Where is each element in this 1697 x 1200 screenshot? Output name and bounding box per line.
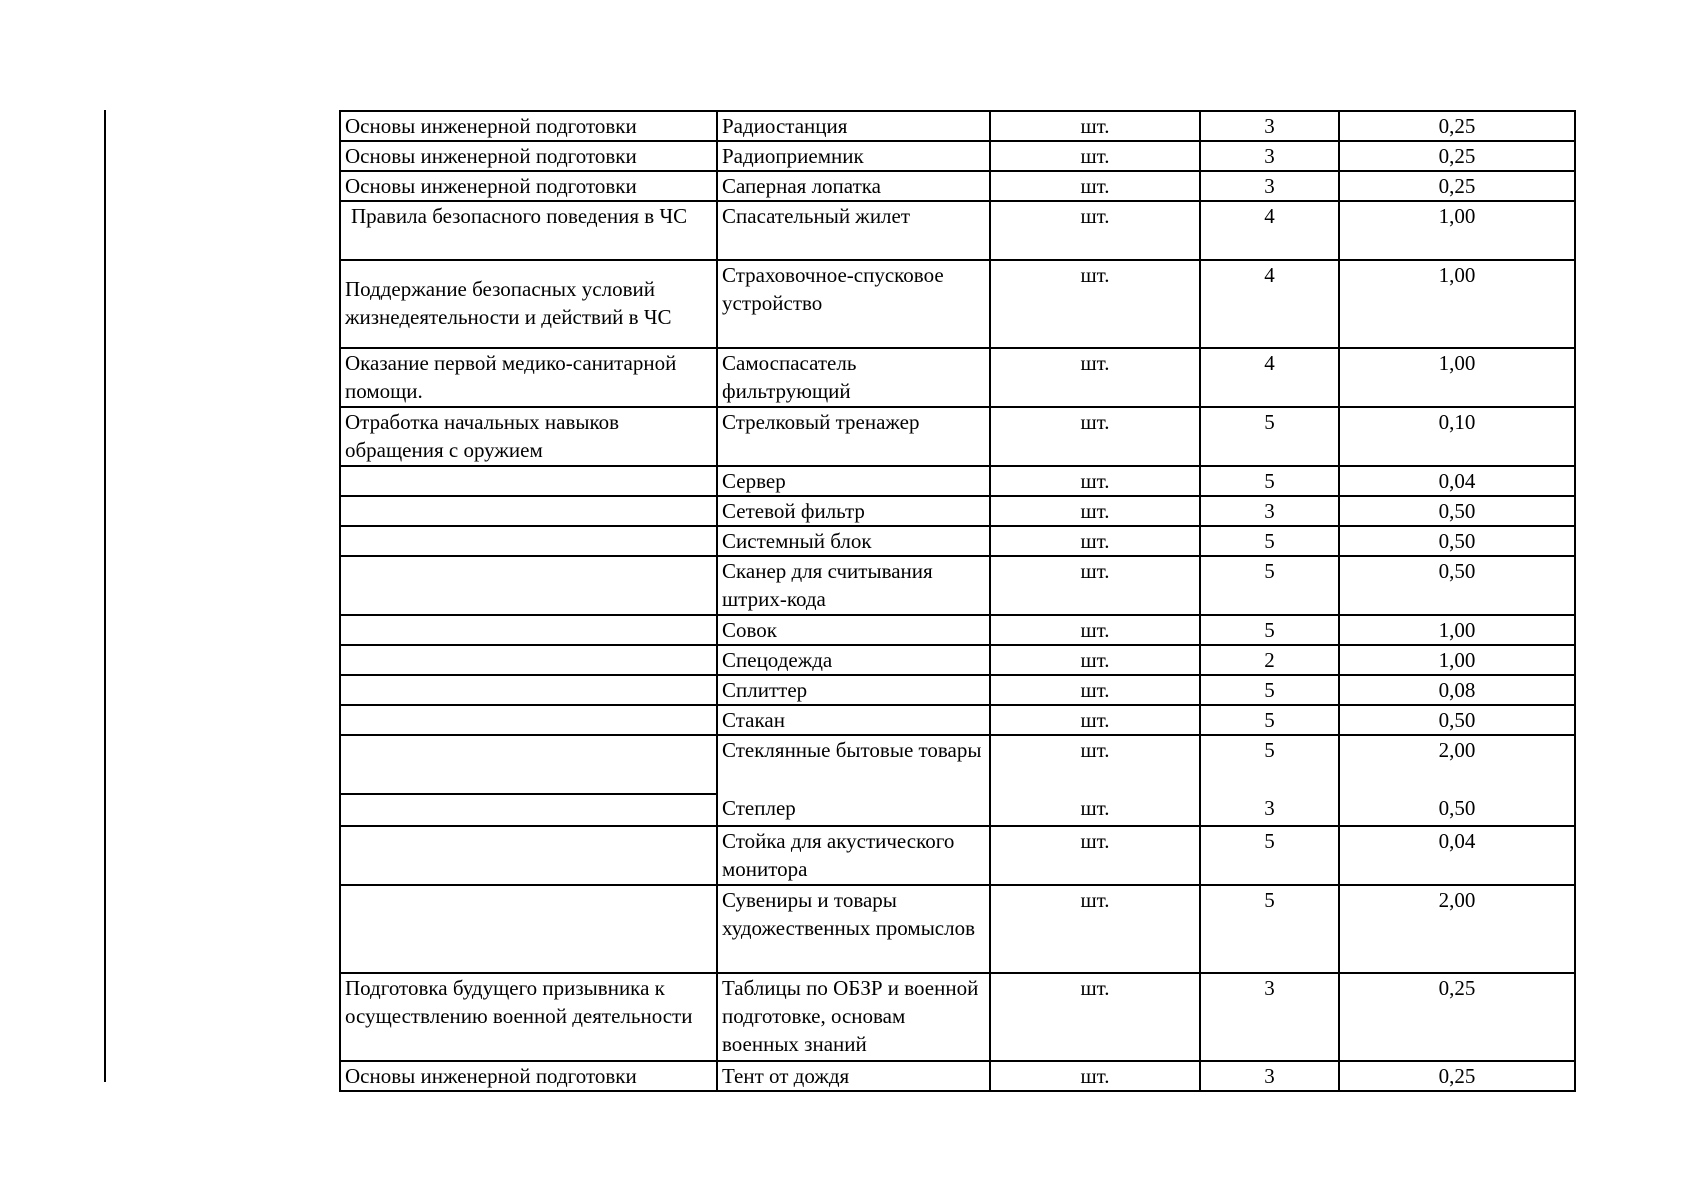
- coefficient-cell: 0,25: [1339, 111, 1575, 141]
- subject-cell: Правила безопасного поведения в ЧС: [340, 201, 717, 260]
- coefficient-cell: 0,50: [1339, 526, 1575, 556]
- quantity-cell: 3: [1200, 973, 1339, 1061]
- coefficient-cell: 1,00: [1339, 615, 1575, 645]
- table-row: [340, 973, 1575, 1061]
- subject-cell: Поддержание безопасных условий жизнедеятельности и действий в ЧС: [340, 260, 717, 348]
- item-name-cell: Системный блок: [717, 526, 990, 556]
- quantity-cell: 5: [1200, 705, 1339, 735]
- quantity-cell: 3: [1264, 796, 1275, 820]
- table-row: [340, 735, 1575, 826]
- subject-cell: [340, 675, 717, 705]
- coefficient-cell: 1,00: [1339, 645, 1575, 675]
- quantity-cell: 5: [1200, 675, 1339, 705]
- subject-cell: [340, 826, 717, 885]
- item-name-cell: Спасательный жилет: [717, 201, 990, 260]
- subject-cell: Основы инженерной подготовки: [340, 1061, 717, 1091]
- unit-cell: шт.: [990, 556, 1200, 615]
- subject-cell: [340, 496, 717, 526]
- coefficient-cell: 0,04: [1339, 826, 1575, 885]
- quantity-cell: 5: [1264, 738, 1275, 762]
- unit-cell: шт.: [990, 826, 1200, 885]
- item-name-cell: Сканер для считывания штрих-кода: [717, 556, 990, 615]
- coefficient-cell: 2,00: [1339, 885, 1575, 973]
- item-name-cell: Радиостанция: [717, 111, 990, 141]
- item-name-cell: Стойка для акустического монитора: [717, 826, 990, 885]
- coefficient-cell-stack: [1339, 735, 1575, 826]
- subject-cell: Оказание первой медико-санитарной помощи.: [340, 348, 717, 407]
- table-row: [340, 526, 1575, 556]
- coefficient-cell: 0,25: [1339, 171, 1575, 201]
- subject-cell: Основы инженерной подготовки: [340, 111, 717, 141]
- unit-cell: шт.: [1080, 738, 1110, 762]
- unit-cell-stack: [990, 735, 1200, 826]
- coefficient-cell: 0,10: [1339, 407, 1575, 466]
- coefficient-cell: 0,04: [1339, 466, 1575, 496]
- table-row: [340, 615, 1575, 645]
- unit-cell: шт.: [1080, 796, 1110, 820]
- item-name-cell: Самоспасатель фильтрующий: [717, 348, 990, 407]
- subject-cell: Основы инженерной подготовки: [340, 141, 717, 171]
- coefficient-cell: 0,25: [1339, 141, 1575, 171]
- unit-cell: шт.: [990, 348, 1200, 407]
- quantity-cell: 3: [1200, 111, 1339, 141]
- item-name-cell: Таблицы по ОБЗР и военной подготовке, основам военных знаний: [717, 973, 990, 1061]
- unit-cell: шт.: [990, 141, 1200, 171]
- coefficient-cell: 0,50: [1438, 796, 1476, 820]
- table-row: [340, 885, 1575, 973]
- quantity-cell: 4: [1200, 260, 1339, 348]
- quantity-cell: 5: [1200, 407, 1339, 466]
- quantity-cell: 3: [1200, 171, 1339, 201]
- coefficient-cell: 2,00: [1438, 738, 1476, 762]
- subject-cell: [340, 705, 717, 735]
- coefficient-cell: 0,50: [1339, 556, 1575, 615]
- quantity-cell: 4: [1200, 201, 1339, 260]
- subject-cell: [340, 885, 717, 973]
- table-row: [340, 141, 1575, 171]
- coefficient-cell: 0,50: [1339, 705, 1575, 735]
- table-row: [340, 171, 1575, 201]
- unit-cell: шт.: [990, 260, 1200, 348]
- unit-cell: шт.: [990, 675, 1200, 705]
- table-row: [340, 407, 1575, 466]
- item-name-cell: Сплиттер: [717, 675, 990, 705]
- subject-cell: Основы инженерной подготовки: [340, 171, 717, 201]
- table-row: [340, 675, 1575, 705]
- quantity-cell: 5: [1200, 615, 1339, 645]
- item-name-cell: Сувениры и товары художественных промыслов: [717, 885, 990, 973]
- item-name-cell: Сетевой фильтр: [717, 496, 990, 526]
- unit-cell: шт.: [990, 615, 1200, 645]
- unit-cell: шт.: [990, 645, 1200, 675]
- subject-cell: Отработка начальных навыков обращения с оружием: [340, 407, 717, 466]
- subject-cell: Подготовка будущего призывника к осуществлению военной деятельности: [340, 973, 717, 1061]
- subject-cell-stack: [340, 735, 717, 826]
- coefficient-cell: 0,08: [1339, 675, 1575, 705]
- item-name-cell: Стрелковый тренажер: [717, 407, 990, 466]
- quantity-cell: 5: [1200, 526, 1339, 556]
- table-row: [340, 1061, 1575, 1091]
- page-margin-line: [104, 110, 106, 1082]
- coefficient-cell: 1,00: [1339, 201, 1575, 260]
- quantity-cell: 3: [1200, 1061, 1339, 1091]
- item-name-cell: Саперная лопатка: [717, 171, 990, 201]
- table-row: [340, 705, 1575, 735]
- quantity-cell: 3: [1200, 496, 1339, 526]
- unit-cell: шт.: [990, 111, 1200, 141]
- subject-cell: [340, 466, 717, 496]
- item-name-cell: Стакан: [717, 705, 990, 735]
- quantity-cell: 4: [1200, 348, 1339, 407]
- coefficient-cell: 1,00: [1339, 260, 1575, 348]
- coefficient-cell: 0,50: [1339, 496, 1575, 526]
- coefficient-cell: 0,25: [1339, 1061, 1575, 1091]
- table-row: [340, 111, 1575, 141]
- quantity-cell: 5: [1200, 556, 1339, 615]
- quantity-cell-stack: [1200, 735, 1339, 826]
- quantity-cell: 2: [1200, 645, 1339, 675]
- unit-cell: шт.: [990, 171, 1200, 201]
- item-name-cell: Радиоприемник: [717, 141, 990, 171]
- item-name-cell: Стеклянные бытовые товары: [722, 738, 982, 762]
- unit-cell: шт.: [990, 201, 1200, 260]
- item-name-cell: Тент от дождя: [717, 1061, 990, 1091]
- table-row: [340, 466, 1575, 496]
- unit-cell: шт.: [990, 466, 1200, 496]
- table-row: [340, 645, 1575, 675]
- item-name-cell: Совок: [717, 615, 990, 645]
- subject-cell: [341, 795, 716, 825]
- equipment-table: [339, 110, 1576, 1092]
- subject-cell: [340, 556, 717, 615]
- table-row: [340, 201, 1575, 260]
- quantity-cell: 3: [1200, 141, 1339, 171]
- unit-cell: шт.: [990, 526, 1200, 556]
- quantity-cell: 5: [1200, 885, 1339, 973]
- table-row: [340, 826, 1575, 885]
- table-row: [340, 496, 1575, 526]
- table-row: [340, 348, 1575, 407]
- quantity-cell: 5: [1200, 826, 1339, 885]
- unit-cell: шт.: [990, 1061, 1200, 1091]
- item-name-cell: Степлер: [722, 796, 796, 820]
- subject-cell: [340, 615, 717, 645]
- unit-cell: шт.: [990, 407, 1200, 466]
- subject-cell: [341, 736, 716, 795]
- table-row: [340, 260, 1575, 348]
- table-row: [340, 556, 1575, 615]
- item-name-cell: Спецодежда: [717, 645, 990, 675]
- quantity-cell: 5: [1200, 466, 1339, 496]
- coefficient-cell: 0,25: [1339, 973, 1575, 1061]
- item-name-cell: Сервер: [717, 466, 990, 496]
- subject-cell: [340, 645, 717, 675]
- unit-cell: шт.: [990, 496, 1200, 526]
- item-name-cell-stack: [717, 735, 990, 826]
- unit-cell: шт.: [990, 973, 1200, 1061]
- item-name-cell: Страховочное-спусковое устройство: [717, 260, 990, 348]
- subject-cell: [340, 526, 717, 556]
- coefficient-cell: 1,00: [1339, 348, 1575, 407]
- unit-cell: шт.: [990, 885, 1200, 973]
- unit-cell: шт.: [990, 705, 1200, 735]
